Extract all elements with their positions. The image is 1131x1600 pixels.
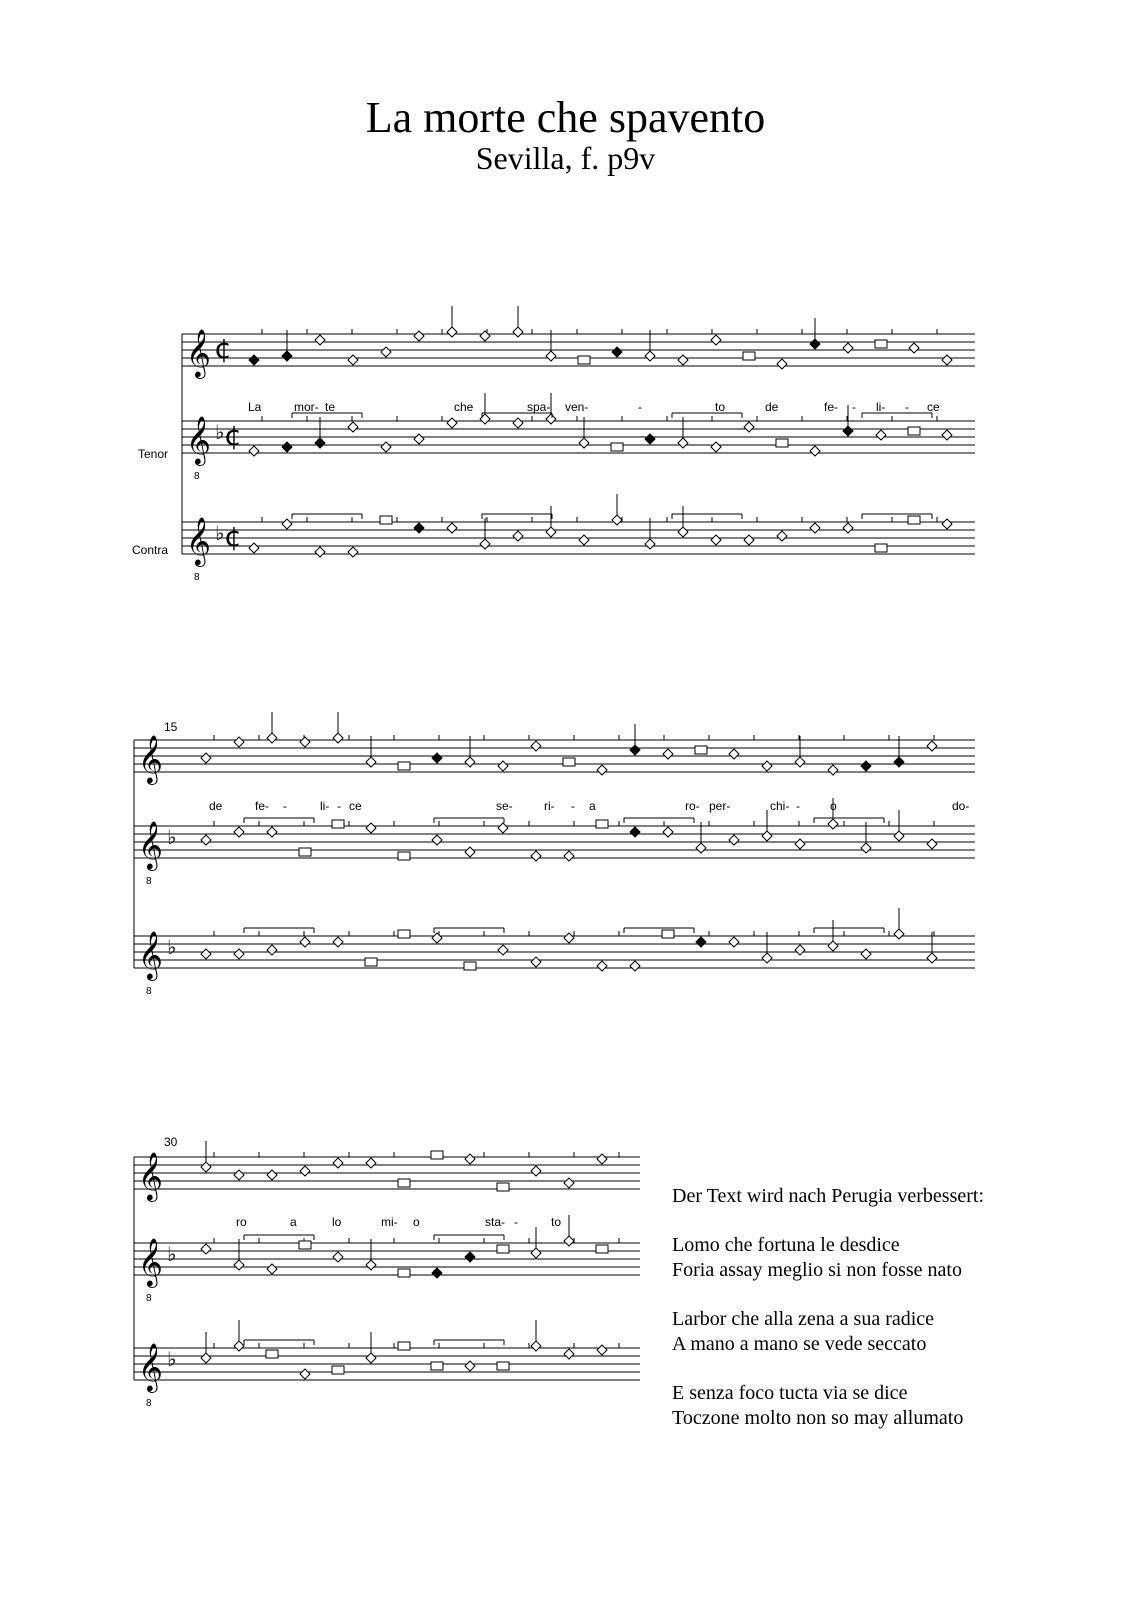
- note-head: [381, 442, 391, 452]
- note-head: [645, 539, 655, 549]
- treble-clef-icon: 𝄞: [138, 734, 163, 783]
- note-head: [894, 831, 904, 841]
- note-head: [315, 547, 325, 557]
- note-head: [942, 430, 952, 440]
- note-head: [696, 843, 706, 853]
- lyric-syllable: ce: [927, 400, 940, 414]
- note-head: [432, 933, 442, 943]
- note-head: [447, 327, 457, 337]
- note-head: [366, 823, 376, 833]
- lyric-syllable: o: [830, 799, 837, 813]
- note-head: [762, 761, 772, 771]
- note-head: [843, 343, 853, 353]
- note-head: [465, 1252, 475, 1262]
- lyric-syllable: to: [551, 1215, 562, 1229]
- note-head: [678, 438, 688, 448]
- note-head: [398, 1342, 410, 1350]
- note-head: [611, 443, 623, 451]
- poem-line: Foria assay meglio si non fosse nato: [672, 1259, 962, 1281]
- note-head: [612, 515, 622, 525]
- note-head: [810, 523, 820, 533]
- lyric-syllable: che: [454, 400, 474, 414]
- octave-8-icon: 8: [146, 1398, 152, 1409]
- note-head: [597, 765, 607, 775]
- voice-label-contra: Contra: [132, 543, 169, 557]
- lyric-syllable: lo: [332, 1215, 342, 1229]
- note-head: [266, 1350, 278, 1358]
- note-head: [447, 523, 457, 533]
- note-head: [299, 1241, 311, 1249]
- note-head: [234, 1341, 244, 1351]
- note-head: [909, 343, 919, 353]
- note-head: [282, 519, 292, 529]
- note-head: [531, 741, 541, 751]
- lyric-syllable: te: [325, 400, 336, 414]
- note-head: [711, 535, 721, 545]
- note-head: [300, 737, 310, 747]
- note-head: [579, 535, 589, 545]
- note-head: [744, 535, 754, 545]
- note-head: [942, 519, 952, 529]
- octave-8-icon: 8: [146, 986, 152, 997]
- note-head: [531, 1248, 541, 1258]
- treble-clef-icon: 𝄞: [138, 1342, 163, 1391]
- note-head: [630, 961, 640, 971]
- lyric-syllable: mor-: [294, 400, 319, 414]
- note-head: [810, 339, 820, 349]
- note-head: [465, 847, 475, 857]
- measure-number-30: 30: [164, 1135, 178, 1149]
- note-head: [630, 827, 640, 837]
- cut-time-icon: ¢: [224, 419, 242, 452]
- note-head: [465, 1361, 475, 1371]
- lyric-syllable: -: [852, 400, 856, 414]
- treble-clef-icon: 𝄞: [186, 328, 211, 377]
- lyric-syllable: to: [715, 400, 726, 414]
- lyric-syllable: li-: [876, 400, 886, 414]
- lyrics-system-1: [248, 400, 940, 414]
- note-head: [201, 835, 211, 845]
- note-head: [234, 737, 244, 747]
- note-head: [645, 434, 655, 444]
- note-head: [744, 422, 754, 432]
- note-head: [876, 430, 886, 440]
- note-head: [762, 953, 772, 963]
- octave-8-icon: 8: [194, 572, 200, 583]
- octave-8-icon: 8: [146, 1293, 152, 1304]
- lyric-syllable: -: [905, 400, 909, 414]
- note-head: [513, 531, 523, 541]
- note-head: [333, 1252, 343, 1262]
- note-head: [777, 359, 787, 369]
- note-head: [267, 1170, 277, 1180]
- note-head: [662, 930, 674, 938]
- note-head: [531, 1341, 541, 1351]
- lyric-syllable: ri-: [544, 799, 555, 813]
- note-head: [398, 1179, 410, 1187]
- note-head: [315, 335, 325, 345]
- note-head: [432, 1268, 442, 1278]
- note-head: [267, 733, 277, 743]
- note-head: [498, 823, 508, 833]
- note-head: [348, 547, 358, 557]
- note-head: [564, 933, 574, 943]
- note-head: [234, 827, 244, 837]
- poem-line: Larbor che alla zena a sua radice: [672, 1308, 935, 1330]
- note-head: [894, 757, 904, 767]
- note-head: [267, 945, 277, 955]
- note-head: [596, 1245, 608, 1253]
- note-head: [414, 523, 424, 533]
- note-head: [564, 1178, 574, 1188]
- poem-line: E senza foco tucta via se dice: [672, 1382, 908, 1404]
- note-head: [332, 1366, 344, 1374]
- note-head: [828, 819, 838, 829]
- lyric-syllable: o: [413, 1215, 420, 1229]
- note-head: [678, 355, 688, 365]
- note-head: [546, 527, 556, 537]
- note-head: [201, 1353, 211, 1363]
- note-head: [366, 1260, 376, 1270]
- note-head: [564, 851, 574, 861]
- note-head: [333, 1158, 343, 1168]
- note-head: [366, 1353, 376, 1363]
- note-head: [828, 765, 838, 775]
- note-head: [464, 962, 476, 970]
- lyric-syllable: fe-: [255, 799, 270, 813]
- note-head: [942, 355, 952, 365]
- note-head: [201, 1244, 211, 1254]
- note-head: [398, 1269, 410, 1277]
- note-head: [498, 945, 508, 955]
- note-head: [762, 831, 772, 841]
- note-head: [927, 953, 937, 963]
- treble-clef-icon: 𝄞: [138, 820, 163, 869]
- note-head: [729, 749, 739, 759]
- note-head: [597, 961, 607, 971]
- note-head: [875, 340, 887, 348]
- treble-clef-icon: 𝄞: [138, 930, 163, 979]
- note-head: [366, 1158, 376, 1168]
- note-head: [465, 1154, 475, 1164]
- octave-8-icon: 8: [194, 471, 200, 482]
- note-head: [795, 757, 805, 767]
- note-head: [546, 351, 556, 361]
- note-head: [711, 442, 721, 452]
- note-head: [861, 949, 871, 959]
- lyric-syllable: -: [638, 400, 642, 414]
- flat-icon: ♭: [215, 420, 225, 444]
- lyric-syllable: ro-: [685, 799, 700, 813]
- note-head: [531, 1166, 541, 1176]
- note-head: [894, 929, 904, 939]
- treble-clef-icon: 𝄞: [186, 516, 211, 565]
- note-head: [743, 352, 755, 360]
- note-head: [480, 539, 490, 549]
- note-head: [348, 355, 358, 365]
- note-head: [234, 1260, 244, 1270]
- octave-8-icon: 8: [146, 876, 152, 887]
- note-head: [875, 544, 887, 552]
- note-head: [695, 746, 707, 754]
- cut-time-icon: ¢: [214, 332, 232, 365]
- lyric-syllable: de: [765, 400, 779, 414]
- note-head: [630, 745, 640, 755]
- note-head: [497, 1245, 509, 1253]
- note-head: [432, 835, 442, 845]
- note-head: [843, 523, 853, 533]
- note-head: [267, 827, 277, 837]
- treble-clef-icon: 𝄞: [186, 415, 211, 464]
- note-head: [332, 820, 344, 828]
- lyric-syllable: chi-: [770, 799, 790, 813]
- measure-number-15: 15: [164, 720, 178, 734]
- note-head: [480, 331, 490, 341]
- note-head: [513, 418, 523, 428]
- lyric-syllable: fe-: [824, 400, 839, 414]
- note-head: [563, 758, 575, 766]
- poem-text: [672, 1184, 1112, 1431]
- poem-line: Toczone molto non so may allumato: [672, 1407, 964, 1429]
- lyric-syllable: ce: [349, 799, 362, 813]
- note-head: [282, 442, 292, 452]
- treble-clef-icon: 𝄞: [138, 1237, 163, 1286]
- flat-icon: ♭: [215, 521, 225, 545]
- poem-heading: Der Text wird nach Perugia verbessert:: [672, 1185, 985, 1207]
- note-head: [729, 937, 739, 947]
- flat-icon: ♭: [167, 935, 177, 959]
- note-head: [315, 438, 325, 448]
- note-head: [810, 446, 820, 456]
- note-head: [201, 949, 211, 959]
- note-head: [927, 741, 937, 751]
- lyric-syllable: ro: [236, 1215, 247, 1229]
- note-head: [234, 949, 244, 959]
- lyrics-system-3: [236, 1215, 561, 1229]
- note-head: [696, 937, 706, 947]
- note-head: [711, 335, 721, 345]
- treble-clef-icon: 𝄞: [138, 1151, 163, 1200]
- flat-icon: ♭: [167, 825, 177, 849]
- note-head: [333, 733, 343, 743]
- lyrics-system-2: [209, 799, 969, 813]
- note-head: [497, 1362, 509, 1370]
- flat-icon: ♭: [167, 1242, 177, 1266]
- note-head: [612, 347, 622, 357]
- poem-line: Lomo che fortuna le desdice: [672, 1234, 900, 1256]
- note-head: [249, 543, 259, 553]
- note-head: [828, 941, 838, 951]
- note-head: [908, 516, 920, 524]
- lyric-syllable: do-: [952, 799, 970, 813]
- note-head: [380, 516, 392, 524]
- note-head: [498, 761, 508, 771]
- lyric-syllable: sta-: [485, 1215, 506, 1229]
- note-head: [795, 839, 805, 849]
- note-head: [282, 351, 292, 361]
- note-head: [663, 827, 673, 837]
- note-head: [579, 438, 589, 448]
- note-head: [398, 852, 410, 860]
- note-head: [234, 1170, 244, 1180]
- note-head: [597, 1154, 607, 1164]
- note-head: [465, 757, 475, 767]
- lyric-syllable: La: [248, 400, 262, 414]
- note-head: [432, 753, 442, 763]
- note-head: [249, 355, 259, 365]
- note-head: [597, 1345, 607, 1355]
- flat-icon: ♭: [167, 1347, 177, 1371]
- note-head: [546, 414, 556, 424]
- note-head: [348, 422, 358, 432]
- note-head: [414, 331, 424, 341]
- note-head: [564, 1236, 574, 1246]
- note-head: [776, 439, 788, 447]
- note-head: [908, 427, 920, 435]
- lyric-syllable: a: [290, 1215, 297, 1229]
- lyric-syllable: -: [796, 799, 800, 813]
- note-head: [927, 839, 937, 849]
- note-head: [663, 749, 673, 759]
- cut-time-icon: ¢: [224, 520, 242, 553]
- lyric-syllable: li-: [320, 799, 330, 813]
- lyric-syllable: -: [571, 799, 575, 813]
- lyric-syllable: a: [589, 799, 596, 813]
- note-head: [398, 762, 410, 770]
- lyric-syllable: de: [209, 799, 223, 813]
- note-head: [531, 851, 541, 861]
- note-head: [201, 753, 211, 763]
- note-head: [497, 1183, 509, 1191]
- note-head: [299, 848, 311, 856]
- note-head: [531, 957, 541, 967]
- lyric-syllable: per-: [709, 799, 731, 813]
- note-head: [333, 937, 343, 947]
- lyric-syllable: -: [337, 799, 341, 813]
- lyric-syllable: spa-: [527, 400, 551, 414]
- note-head: [513, 327, 523, 337]
- note-head: [300, 1166, 310, 1176]
- note-head: [300, 1369, 310, 1379]
- note-head: [578, 356, 590, 364]
- note-head: [596, 820, 608, 828]
- note-head: [431, 1151, 443, 1159]
- lyric-syllable: se-: [496, 799, 513, 813]
- note-head: [795, 945, 805, 955]
- lyric-syllable: -: [514, 1215, 518, 1229]
- note-head: [861, 761, 871, 771]
- note-head: [678, 527, 688, 537]
- note-head: [564, 1349, 574, 1359]
- lyric-syllable: ven-: [565, 400, 589, 414]
- lyric-syllable: mi-: [381, 1215, 398, 1229]
- note-head: [381, 347, 391, 357]
- note-head: [398, 930, 410, 938]
- page-title: La morte che spavento: [365, 93, 766, 142]
- lyric-syllable: -: [283, 799, 287, 813]
- note-head: [201, 1162, 211, 1172]
- note-head: [249, 446, 259, 456]
- note-head: [861, 843, 871, 853]
- note-head: [447, 418, 457, 428]
- note-head: [414, 434, 424, 444]
- note-head: [729, 835, 739, 845]
- page-subtitle: Sevilla, f. p9v: [475, 140, 656, 176]
- note-head: [267, 1264, 277, 1274]
- note-head: [843, 426, 853, 436]
- note-head: [431, 1362, 443, 1370]
- note-head: [366, 757, 376, 767]
- note-head: [645, 351, 655, 361]
- note-head: [365, 958, 377, 966]
- poem-line: A mano a mano se vede seccato: [672, 1333, 927, 1355]
- voice-label-tenor: Tenor: [138, 447, 169, 461]
- note-head: [777, 531, 787, 541]
- note-head: [300, 937, 310, 947]
